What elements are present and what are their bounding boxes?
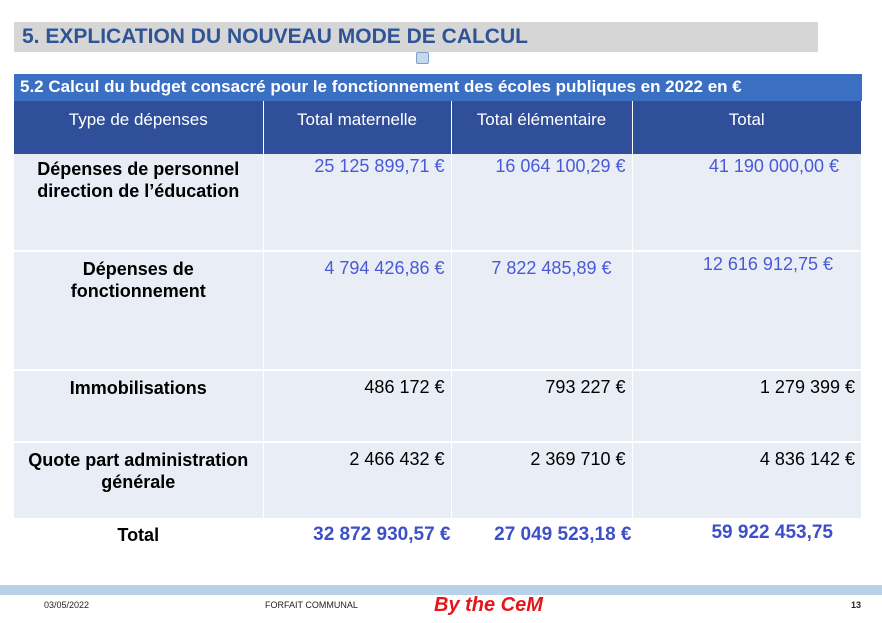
cell-elementaire: 7 822 485,89 €: [451, 251, 632, 370]
cell-maternelle: 25 125 899,71 €: [263, 154, 451, 251]
title-bar: [14, 22, 818, 52]
section-subtitle: 5.2 Calcul du budget consacré pour le fonctionnement des écoles publiques en 2022 en €: [20, 77, 742, 96]
subtitle-bar: [14, 74, 862, 101]
total-elementaire: 27 049 523,18 €: [451, 519, 632, 559]
cell-total: 41 190 000,00 €: [632, 154, 861, 251]
cell-total: 12 616 912,75 €: [632, 251, 861, 370]
page-number: 13: [851, 600, 862, 610]
table-total-row: [14, 519, 861, 559]
slide-marker-icon: [416, 52, 429, 64]
footer-date: 03/05/2022: [44, 600, 90, 610]
table-header-row: [14, 101, 861, 154]
header-total: Total: [632, 101, 861, 154]
table-row: [14, 442, 861, 519]
row-label: Immobilisations: [14, 370, 263, 442]
table-row: [14, 370, 861, 442]
header-type-depenses: Type de dépenses: [14, 101, 263, 154]
footer-title: FORFAIT COMMUNAL: [265, 600, 358, 610]
cell-elementaire: 16 064 100,29 €: [451, 154, 632, 251]
row-label: Quote part administration générale: [14, 442, 263, 519]
cell-total: 4 836 142 €: [632, 442, 861, 519]
page-title: 5. EXPLICATION DU NOUVEAU MODE DE CALCUL: [22, 25, 528, 48]
total-label: Total: [14, 519, 263, 559]
cell-maternelle: 2 466 432 €: [263, 442, 451, 519]
total-maternelle: 32 872 930,57 €: [263, 519, 451, 559]
cell-elementaire: 793 227 €: [451, 370, 632, 442]
row-label: Dépenses de fonctionnement: [14, 251, 263, 370]
table-row: [14, 251, 861, 370]
cell-maternelle: 486 172 €: [263, 370, 451, 442]
table-row: [14, 154, 861, 251]
budget-table: [14, 101, 861, 559]
header-total-maternelle: Total maternelle: [263, 101, 451, 154]
total-total: 59 922 453,75: [632, 519, 861, 559]
cell-total: 1 279 399 €: [632, 370, 861, 442]
cell-maternelle: 4 794 426,86 €: [263, 251, 451, 370]
header-total-elementaire: Total élémentaire: [451, 101, 632, 154]
cell-elementaire: 2 369 710 €: [451, 442, 632, 519]
row-label: Dépenses de personnel direction de l’éducation: [14, 154, 263, 251]
footer-brand-logo: By the CeM: [434, 594, 543, 616]
